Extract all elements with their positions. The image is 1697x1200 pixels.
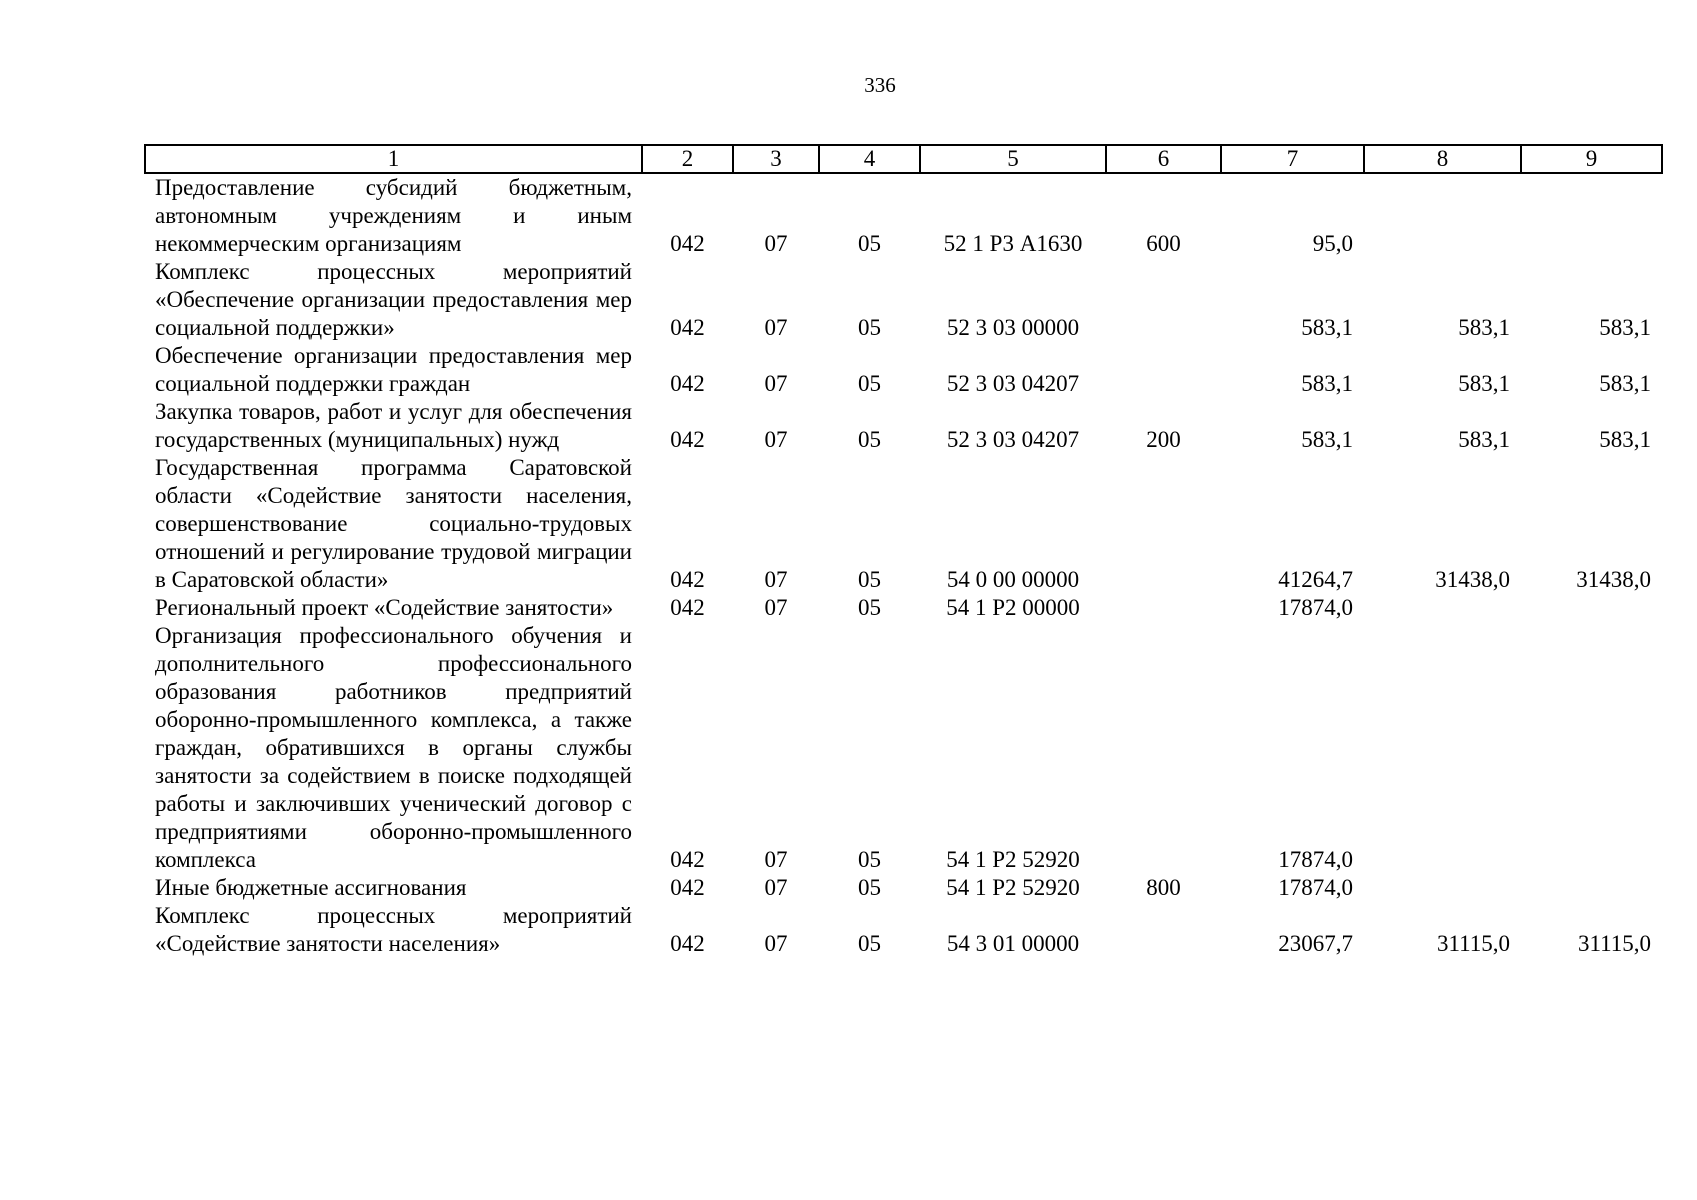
cell-target-article: 52 3 03 04207 xyxy=(946,427,1080,452)
cell-amount-col8: 583,1 xyxy=(1458,315,1510,340)
column-header: 6 xyxy=(1106,145,1221,173)
cell-section: 07 xyxy=(764,875,788,900)
cell-section: 07 xyxy=(764,371,788,396)
row-name: Организация профессионального обучения и дополнительного профессионального образования работников предприятий оборонно-промышленного комплекса, а также граждан, обратившихся в органы службы занятости за содействием в поиске подходящей работы и заключивших ученический договор с предприятиями оборонно-промышленного комплекса xyxy=(155,623,632,872)
column-header: 4 xyxy=(819,145,920,173)
cell-amount-col7: 17874,0 xyxy=(1278,875,1353,900)
budget-table xyxy=(144,144,1663,958)
cell-target-article: 54 0 00 00000 xyxy=(946,567,1080,592)
cell-amount-col8: 31115,0 xyxy=(1436,931,1510,956)
cell-expense-type xyxy=(1106,258,1221,342)
table-row xyxy=(145,173,1662,258)
cell-admin-code: 042 xyxy=(670,567,705,592)
cell-amount-col9: 583,1 xyxy=(1599,427,1651,452)
cell-expense-type xyxy=(1106,902,1221,958)
cell-expense-type xyxy=(1106,454,1221,594)
cell-section: 07 xyxy=(764,231,788,256)
cell-amount-col9 xyxy=(1521,622,1662,874)
cell-amount-col8 xyxy=(1364,594,1521,622)
cell-subsection: 05 xyxy=(858,371,881,396)
table-row xyxy=(145,398,1662,454)
column-header: 5 xyxy=(920,145,1106,173)
cell-amount-col8: 583,1 xyxy=(1458,427,1510,452)
cell-subsection: 05 xyxy=(858,847,881,872)
cell-subsection: 05 xyxy=(858,231,881,256)
cell-amount-col9 xyxy=(1521,874,1662,902)
cell-target-article: 54 1 Р2 52920 xyxy=(946,847,1080,872)
cell-target-article: 52 1 Р3 А1630 xyxy=(943,231,1083,256)
table-row xyxy=(145,454,1662,594)
cell-amount-col9 xyxy=(1521,173,1662,258)
cell-amount-col8 xyxy=(1364,173,1521,258)
cell-target-article: 54 1 Р2 52920 xyxy=(946,875,1080,900)
cell-amount-col9 xyxy=(1521,594,1662,622)
row-name: Иные бюджетные ассигнования xyxy=(155,875,467,900)
cell-amount-col8 xyxy=(1364,622,1521,874)
cell-subsection: 05 xyxy=(858,595,881,620)
cell-amount-col8: 31438,0 xyxy=(1435,567,1510,592)
row-name: Комплекс процессных мероприятий «Обеспечение организации предоставления мер социальной поддержки» xyxy=(155,259,632,340)
cell-target-article: 54 1 Р2 00000 xyxy=(946,595,1080,620)
cell-expense-type xyxy=(1106,342,1221,398)
cell-expense-type: 600 xyxy=(1146,231,1181,256)
cell-admin-code: 042 xyxy=(670,875,705,900)
cell-subsection: 05 xyxy=(858,567,881,592)
table-row xyxy=(145,594,1662,622)
cell-amount-col9: 31438,0 xyxy=(1576,567,1651,592)
cell-expense-type: 800 xyxy=(1146,875,1181,900)
row-name: Комплекс процессных мероприятий «Содействие занятости населения» xyxy=(155,903,632,956)
column-header: 9 xyxy=(1521,145,1662,173)
column-header: 7 xyxy=(1221,145,1364,173)
cell-admin-code: 042 xyxy=(670,315,705,340)
cell-amount-col7: 583,1 xyxy=(1301,427,1353,452)
header-row xyxy=(145,145,1662,173)
row-name: Региональный проект «Содействие занятости» xyxy=(155,595,614,620)
cell-subsection: 05 xyxy=(858,315,881,340)
cell-section: 07 xyxy=(764,427,788,452)
cell-amount-col8 xyxy=(1364,874,1521,902)
cell-amount-col7: 23067,7 xyxy=(1278,931,1353,956)
row-name: Закупка товаров, работ и услуг для обеспечения государственных (муниципальных) нужд xyxy=(155,399,632,452)
cell-target-article: 52 3 03 00000 xyxy=(946,315,1080,340)
cell-amount-col7: 95,0 xyxy=(1312,231,1353,256)
column-header: 1 xyxy=(145,145,642,173)
cell-amount-col9: 583,1 xyxy=(1599,371,1651,396)
cell-amount-col7: 17874,0 xyxy=(1278,595,1353,620)
table-row xyxy=(145,622,1662,874)
cell-admin-code: 042 xyxy=(670,847,705,872)
cell-admin-code: 042 xyxy=(670,231,705,256)
column-header: 8 xyxy=(1364,145,1521,173)
cell-section: 07 xyxy=(764,847,788,872)
cell-section: 07 xyxy=(764,595,788,620)
cell-admin-code: 042 xyxy=(670,427,705,452)
cell-amount-col9: 583,1 xyxy=(1599,315,1651,340)
cell-amount-col7: 583,1 xyxy=(1301,371,1353,396)
cell-admin-code: 042 xyxy=(670,595,705,620)
page-number: 336 xyxy=(864,73,896,97)
table-row xyxy=(145,874,1662,902)
table-row xyxy=(145,258,1662,342)
cell-section: 07 xyxy=(764,567,788,592)
cell-target-article: 54 3 01 00000 xyxy=(946,931,1080,956)
cell-subsection: 05 xyxy=(858,875,881,900)
column-header: 2 xyxy=(642,145,733,173)
column-header: 3 xyxy=(733,145,819,173)
cell-amount-col8: 583,1 xyxy=(1458,371,1510,396)
cell-amount-col7: 41264,7 xyxy=(1278,567,1353,592)
cell-subsection: 05 xyxy=(858,931,881,956)
cell-expense-type xyxy=(1106,622,1221,874)
cell-admin-code: 042 xyxy=(670,931,705,956)
cell-expense-type: 200 xyxy=(1146,427,1181,452)
cell-target-article: 52 3 03 04207 xyxy=(946,371,1080,396)
table-row xyxy=(145,342,1662,398)
cell-amount-col9: 31115,0 xyxy=(1577,931,1651,956)
row-name: Государственная программа Саратовской области «Содействие занятости населения, совершенствование социально-трудовых отношений и регулирование трудовой миграции в Саратовской области» xyxy=(155,455,632,592)
cell-section: 07 xyxy=(764,315,788,340)
row-name: Предоставление субсидий бюджетным, автономным учреждениям и иным некоммерческим организациям xyxy=(155,175,632,256)
cell-subsection: 05 xyxy=(858,427,881,452)
cell-amount-col7: 17874,0 xyxy=(1278,847,1353,872)
row-name: Обеспечение организации предоставления мер социальной поддержки граждан xyxy=(155,343,632,396)
cell-admin-code: 042 xyxy=(670,371,705,396)
cell-section: 07 xyxy=(764,931,788,956)
cell-amount-col7: 583,1 xyxy=(1301,315,1353,340)
cell-expense-type xyxy=(1106,594,1221,622)
table-row xyxy=(145,902,1662,958)
